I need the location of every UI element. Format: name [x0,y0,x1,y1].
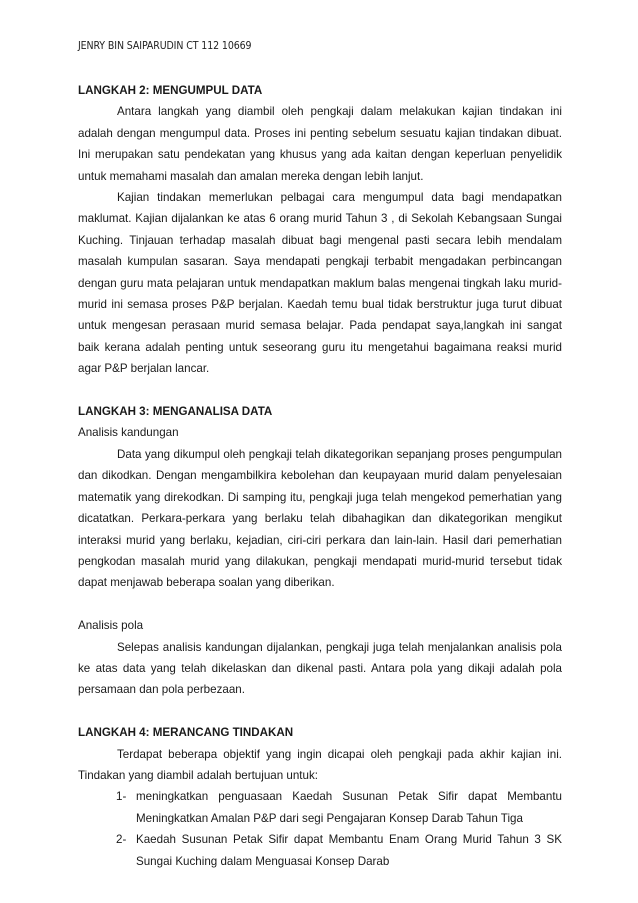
heading-langkah-3: LANGKAH 3: MENGANALISA DATA [78,405,273,419]
page-header: JENRY BIN SAIPARUDIN CT 112 10669 [78,40,252,52]
paragraph: Selepas analisis kandungan dijalankan, pengkaji juga telah menjalankan analisis pola ke atas data yang telah dikelaskan dan dikenal pasti. Antara pola yang dikaji adalah pola persamaan dan pola perbezaan. [78,640,562,697]
heading-langkah-4: LANGKAH 4: MERANCANG TINDAKAN [78,726,294,740]
objective-list [78,786,562,872]
list-number: 2- [116,833,127,847]
list-item-text: meningkatkan penguasaan Kaedah Susunan Petak Sifir dapat Membantu Meningkatkan Amalan P&P dari segi Pengajaran Konsep Darab Tahun Tiga [136,790,562,825]
paragraph: Kajian tindakan memerlukan pelbagai cara mengumpul data bagi mendapatkan maklumat. Kajian dijalankan ke atas 6 orang murid Tahun 3 , di Sekolah Kebangsaan Sungai Kuching. Tinjauan terhadap masalah dibuat bagi mengenal pasti secara lebih mendalam masalah kumpulan sasaran. Saya mendapati pengkaji terbabit mengadakan perbincangan dengan guru mata pelajaran untuk mendapatkan maklum balas mengenai tingkah laku murid-murid ini semasa proses P&P berjalan. Kaedah temu bual tidak berstruktur juga turut dibuat untuk mengesan perasaan murid semasa belajar. Pada pendapat saya,langkah ini sangat baik kerana adalah penting untuk seseorang guru itu mengetahui bagaimana reaksi murid agar P&P berjalan lancar. [78,191,562,376]
paragraph: Terdapat beberapa objektif yang ingin dicapai oleh pengkaji pada akhir kajian ini. Tindakan yang diambil adalah bertujuan untuk: [78,747,562,782]
paragraph: Antara langkah yang diambil oleh pengkaji dalam melakukan kajian tindakan ini adalah dengan mengumpul data. Proses ini penting sebelum sesuatu kajian tindakan dibuat. Ini merupakan satu pendekatan yang khusus yang ada kaitan dengan keperluan penyelidik untuk memahami masalah dan amalan mereka dengan lebih lanjut. [78,105,562,183]
list-item-text: Kaedah Susunan Petak Sifir dapat Membantu Enam Orang Murid Tahun 3 SK Sungai Kuching dalam Menguasai Konsep Darab [136,833,562,868]
subheading-analisis-pola: Analisis pola [78,619,144,633]
list-item [78,786,562,829]
subheading-analisis-kandungan: Analisis kandungan [78,426,179,440]
list-item [78,829,562,872]
document-body [78,80,562,872]
heading-langkah-2: LANGKAH 2: MENGUMPUL DATA [78,84,263,97]
list-number: 1- [116,790,127,804]
paragraph: Data yang dikumpul oleh pengkaji telah dikategorikan sepanjang proses pengumpulan dan dikodkan. Dengan mengambilkira kebolehan dan keupayaan murid dalam penyelesaian matematik yang direkodkan. Di samping itu, pengkaji juga telah mengekod pemerhatian yang dicatatkan. Perkara-perkara yang berlaku telah dibahagikan dan dikategorikan mengikut interaksi murid yang berlaku, kejadian, ciri-ciri perkara dan lain-lain. Hasil dari pemerhatian pengkodan masalah murid yang dilakukan, pengkaji mendapati murid-murid tersebut tidak dapat menjawab beberapa soalan yang diberikan. [78,447,562,590]
